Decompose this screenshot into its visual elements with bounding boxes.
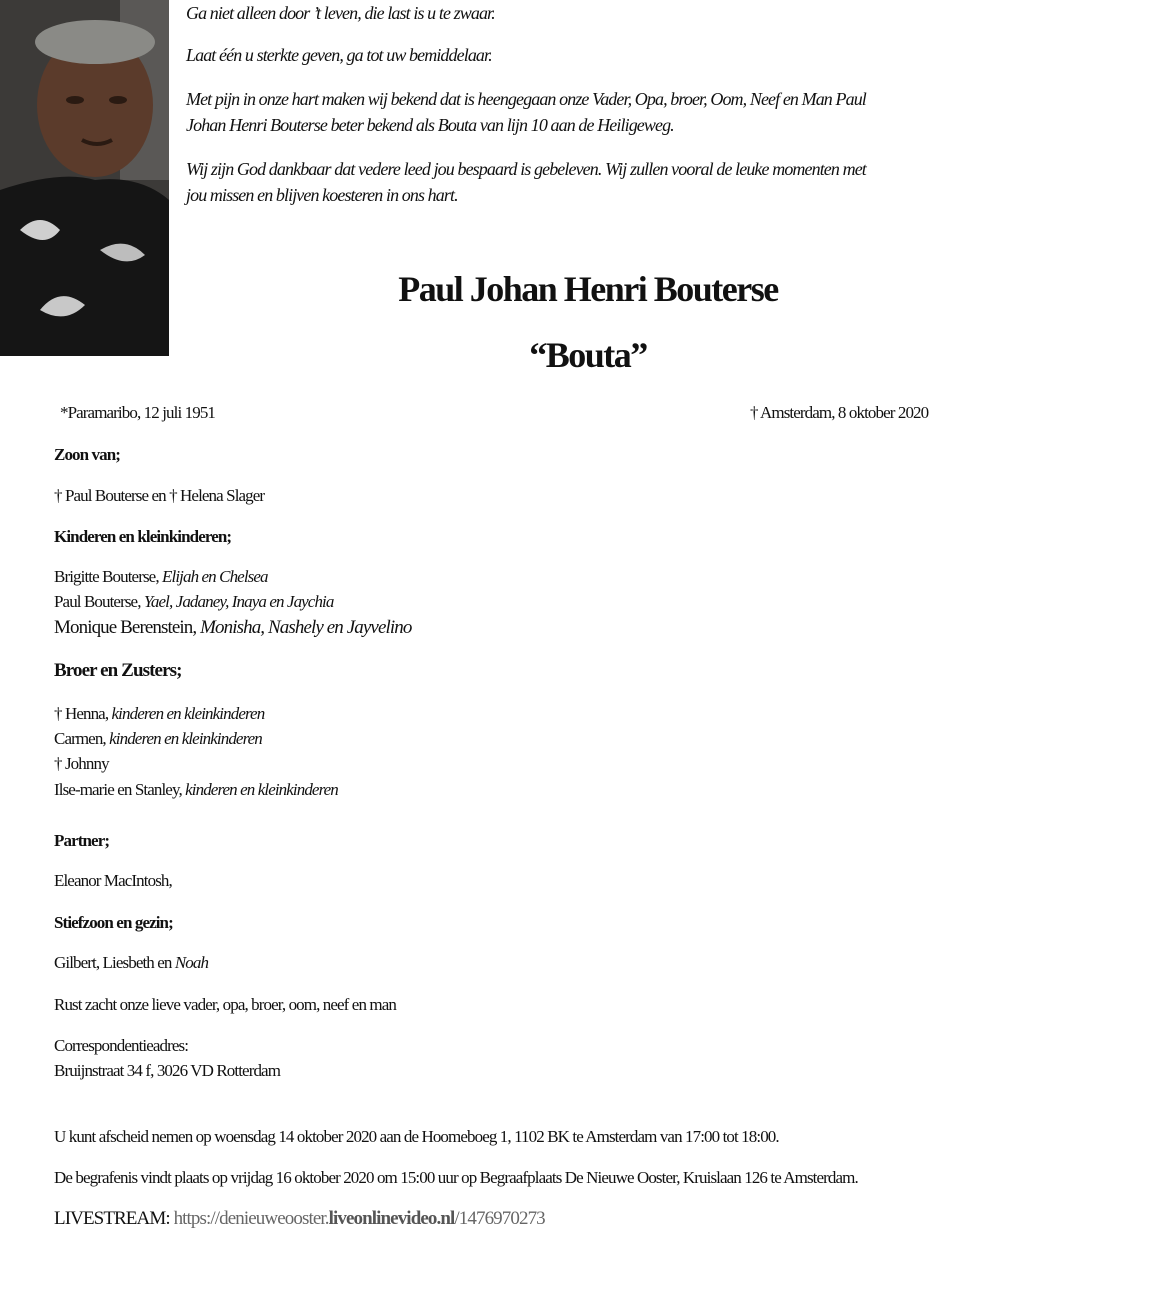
- link-part: /1476970273: [454, 1208, 545, 1229]
- death-info: † Amsterdam, 8 oktober 2020: [750, 403, 929, 422]
- sibling-kids: kinderen en kleinkinderen: [109, 729, 262, 748]
- kind-kids: Yael, Jadaney, Inaya en Jaychia: [143, 592, 334, 611]
- deceased-nickname: “Bouta”: [529, 335, 647, 375]
- stief-kid: Noah: [174, 953, 209, 972]
- birth-info: *Paramaribo, 12 juli 1951: [60, 403, 216, 422]
- kind-name: Monique Berenstein,: [54, 617, 201, 638]
- sibling-name: Carmen,: [54, 729, 110, 748]
- stief-name: Gilbert, Liesbeth en: [54, 953, 175, 972]
- begrafenis-text: De begrafenis vindt plaats op vrijdag 16 oktober 2020 om 15:00 uur op Begraafplaats De Nieuwe Ooster, Kruislaan 126 te Amsterdam.: [54, 1168, 858, 1187]
- link-part: https://denieuweooster.: [173, 1208, 329, 1229]
- kinderen-label: Kinderen en kleinkinderen;: [54, 527, 232, 546]
- stief-row: [54, 953, 208, 973]
- broer-label: Broer en Zusters;: [54, 660, 182, 681]
- kind-kids: Monisha, Nashely en Jayvelino: [200, 617, 412, 638]
- rust-text: Rust zacht onze lieve vader, opa, broer, oom, neef en man: [54, 995, 396, 1014]
- kind-kids: Elijah en Chelsea: [162, 567, 268, 586]
- sibling-name: † Henna,: [54, 704, 112, 723]
- stief-label: Stiefzoon en gezin;: [54, 913, 173, 932]
- verse-line-4: Johan Henri Bouterse beter bekend als Bouta van lijn 10 aan de Heiligeweg.: [186, 115, 674, 135]
- sibling-kids: kinderen en kleinkinderen: [185, 780, 338, 799]
- afscheid-text: U kunt afscheid nemen op woensdag 14 oktober 2020 aan de Hoomeboeg 1, 1102 BK te Amsterdam van 17:00 tot 18:00.: [54, 1127, 779, 1146]
- kind-name: Paul Bouterse,: [54, 592, 144, 611]
- correspondence-label: Correspondentieadres:: [54, 1036, 189, 1055]
- verse-line-3: Met pijn in onze hart maken wij bekend dat is heengegaan onze Vader, Opa, broer, Oom, Neef en Man Paul: [186, 89, 866, 109]
- kind-row: [54, 567, 268, 587]
- zoon-text: † Paul Bouterse en † Helena Slager: [54, 486, 265, 505]
- partner-label: Partner;: [54, 831, 110, 850]
- deceased-name: Paul Johan Henri Bouterse: [398, 269, 778, 309]
- verse-line-2: Laat één u sterkte geven, ga tot uw bemiddelaar.: [186, 45, 492, 65]
- livestream-row: [54, 1208, 545, 1230]
- sibling-name: Ilse-marie en Stanley,: [54, 780, 186, 799]
- verse-line-6: jou missen en blijven koesteren in ons hart.: [186, 185, 458, 205]
- kind-name: Brigitte Bouterse,: [54, 567, 163, 586]
- zoon-label: Zoon van;: [54, 445, 121, 464]
- sibling-row: [54, 704, 264, 724]
- sibling-kids: kinderen en kleinkinderen: [111, 704, 265, 723]
- correspondence-address: Bruijnstraat 34 f, 3026 VD Rotterdam: [54, 1061, 281, 1080]
- kind-row: [54, 617, 411, 639]
- verse-line-1: Ga niet alleen door ’t leven, die last is u te zwaar.: [186, 3, 495, 23]
- sibling-row: [54, 754, 109, 774]
- livestream-label: LIVESTREAM:: [54, 1208, 174, 1229]
- verse-line-5: Wij zijn God dankbaar dat vedere leed jou bespaard is gebeleven. Wij zullen vooral de leuke momenten met: [186, 159, 866, 179]
- partner-text: Eleanor MacIntosh,: [54, 871, 172, 890]
- link-part-bold: liveonlinevideo.nl: [328, 1208, 455, 1229]
- sibling-row: [54, 729, 262, 749]
- kind-row: [54, 592, 333, 612]
- sibling-name: † Johnny: [54, 754, 109, 773]
- livestream-link[interactable]: [174, 1208, 545, 1229]
- sibling-row: [54, 780, 338, 800]
